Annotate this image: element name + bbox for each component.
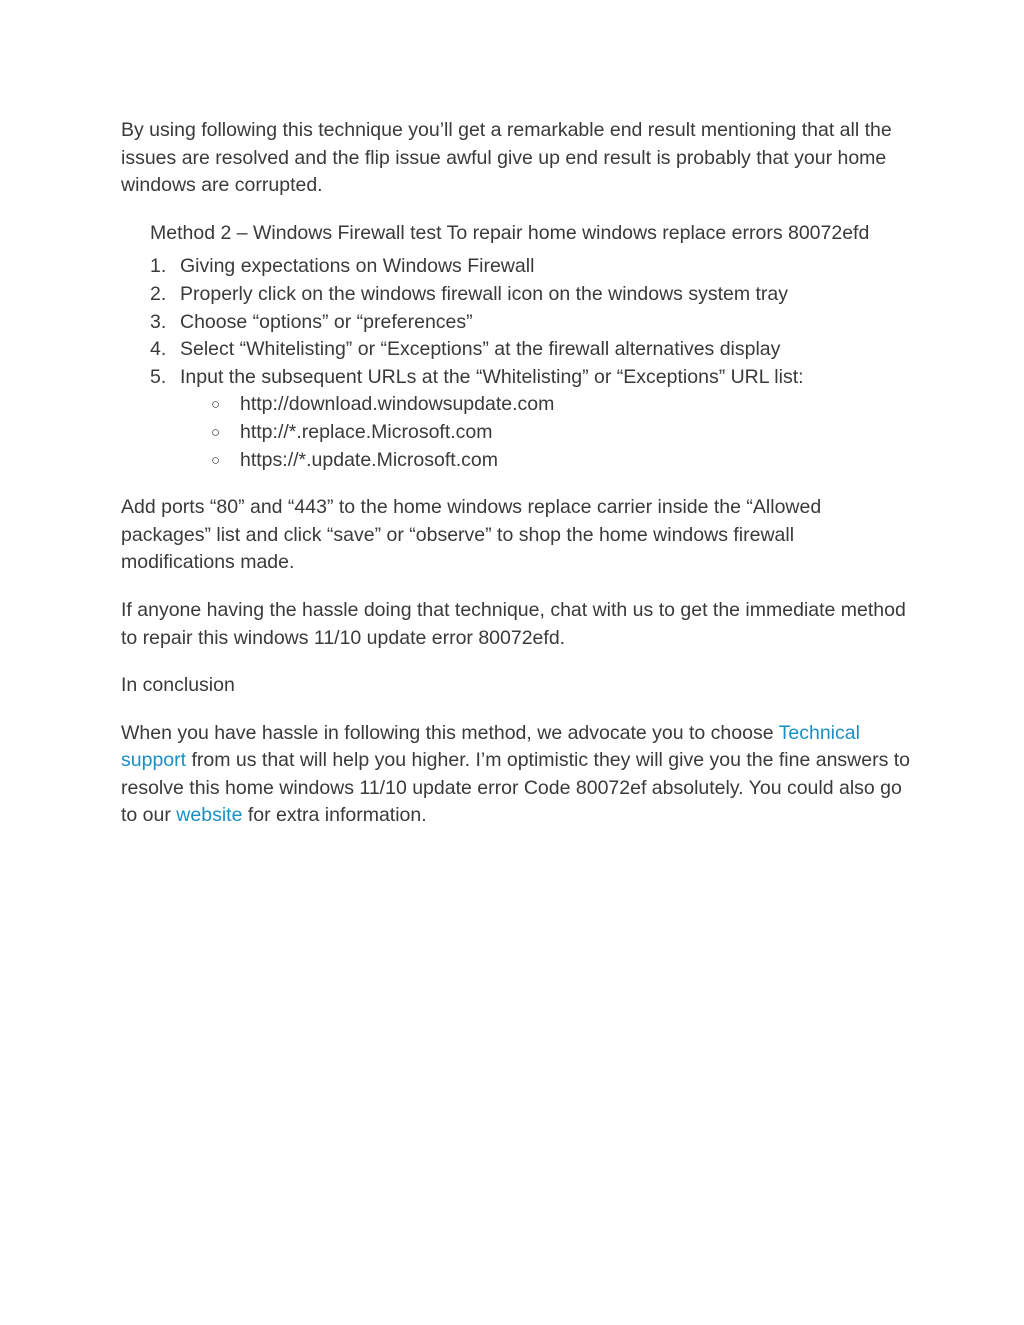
final-text-part3: for extra information.	[242, 804, 427, 827]
url-list-item	[121, 419, 911, 447]
step-text: Giving expectations on Windows Firewall	[180, 255, 535, 278]
list-item	[121, 336, 911, 364]
step-text: Choose “options” or “preferences”	[180, 310, 473, 333]
step-text: Select “Whitelisting” or “Exceptions” at the firewall alternatives display	[180, 338, 781, 361]
url-text: http://*.replace.Microsoft.com	[240, 420, 493, 443]
circle-bullet-icon: ○	[211, 396, 221, 414]
website-link[interactable]: website	[176, 804, 243, 827]
method-heading: Method 2 – Windows Firewall test To repair home windows replace errors 80072efd	[150, 221, 870, 244]
url-list-item	[121, 391, 911, 419]
step-number: 4.	[150, 338, 167, 361]
circle-bullet-icon: ○	[211, 423, 221, 441]
final-paragraph	[121, 720, 911, 830]
step-number: 3.	[150, 310, 167, 333]
step-text: Input the subsequent URLs at the “Whitelisting” or “Exceptions” URL list:	[180, 365, 804, 388]
url-text: http://download.windowsupdate.com	[240, 393, 555, 416]
circle-bullet-icon: ○	[211, 451, 221, 469]
conclusion-heading: In conclusion	[121, 674, 235, 697]
step-number: 1.	[150, 255, 167, 278]
list-item	[121, 281, 911, 309]
intro-paragraph: By using following this technique you’ll get a remarkable end result mentioning that all the issues are resolved and the flip issue awful give up end result is probably that your home windows are corrupted.	[121, 119, 892, 197]
list-item	[121, 309, 911, 337]
steps-list	[121, 253, 911, 474]
url-list	[180, 391, 911, 474]
step-number: 2.	[150, 282, 167, 305]
url-list-item	[121, 447, 911, 475]
step-number: 5.	[150, 365, 167, 388]
final-text-part1: When you have hassle in following this method, we advocate you to choose	[121, 721, 779, 744]
list-item	[121, 364, 911, 474]
technical-support-link[interactable]: Technical support	[121, 721, 860, 772]
step-text: Properly click on the windows firewall icon on the windows system tray	[180, 282, 788, 305]
hassle-paragraph: If anyone having the hassle doing that technique, chat with us to get the immediate method to repair this windows 11/10 update error 80072efd.	[121, 598, 906, 649]
document-page	[121, 117, 911, 850]
url-text: https://*.update.Microsoft.com	[240, 448, 498, 471]
final-text-part2: from us that will help you higher. I’m optimistic they will give you the fine answers to resolve this home windows 11/10 update error Code 80072ef absolutely. You could also go to our	[121, 749, 911, 827]
list-item	[121, 253, 911, 281]
ports-paragraph: Add ports “80” and “443” to the home windows replace carrier inside the “Allowed packages” list and click “save” or “observe” to shop the home windows firewall modifications made.	[121, 496, 822, 574]
